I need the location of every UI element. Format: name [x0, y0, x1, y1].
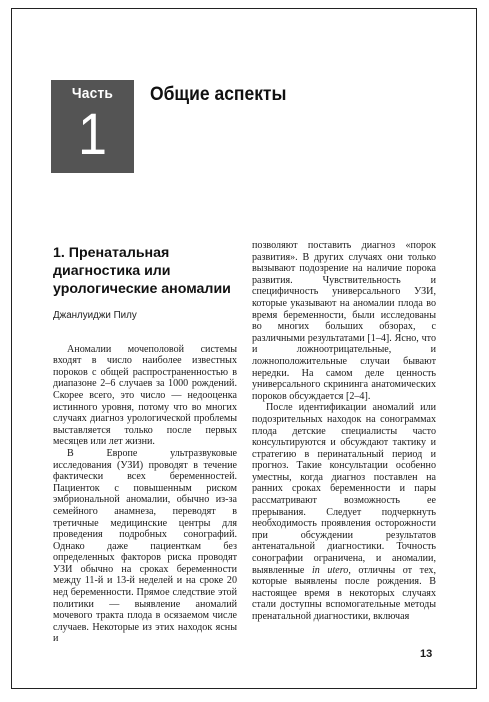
paragraph-text: После идентификации аномалий или подозрительных находок на сонограммах плода детские специалисты часто консультируются и обсуждают тактику и стратегию в перинатальный период и прогноз. Такие консультации особенно уместны, когда диагноз поставлен на ранних сроках беременности и пары рассматривают возможность ее прерывания. Следует подчеркнуть необходимость проявления осторожности при обсуждении результатов антенатальной диагностики. Точность сонографии ограничена, и аномалии, выявленные: [252, 402, 436, 576]
page-number: 13: [420, 648, 433, 660]
part-badge: [51, 80, 134, 173]
chapter-author: Джанлуиджи Пилу: [53, 310, 137, 321]
paragraph: Аномалии мочеполовой системы входят в число наиболее известных пороков с общей распространенностью в диапазоне 2–6 случаев за 1000 рождений. Скорее всего, это число — недооценка истинного уровня, потому что во многих случаях диагноз урологической проблемы выставляется только после первых месяцев или лет жизни.: [53, 343, 237, 448]
paragraph: [252, 402, 436, 622]
part-title: Общие аспекты: [150, 84, 287, 105]
left-column: [53, 244, 237, 645]
part-label: Часть: [71, 85, 114, 102]
italic-term: in utero: [311, 564, 349, 576]
paragraph: позволяют поставить диагноз «порок развития». В других случаях они только вызывают подозрение на наличие порока развития. Чувствительность и специфичность универсального УЗИ, которые указывают на аномалии плода во время беременности, были исследованы во многих больших обзорах, с различными результатами [1–4]. Ясно, что и ложноотрицательные, и ложноположительные случаи бывают нередки. На самом деле ценность универсального скрининга анатомических пороков обсуждается [2–4].: [252, 240, 436, 402]
paragraph: В Европе ультразвуковые исследования (УЗИ) проводят в течение фактически всех беременностей. Пациенток с повышенным риском эмбриональной аномалии, обычно из-за семейного анамнеза, переводят в третичные медицинские центры для проведения подробных сонографий. Однако даже пациенткам без определенных факторов риска проводят УЗИ обычно на сроках беременности между 11-й и 13-й неделей и на сроке 20 нед беременности. Прямое следствие этой политики — выявление аномалий мочевого тракта плода в осязаемом числе случаев. Некоторые из этих находок ясны и: [53, 447, 237, 645]
paragraph-text: , отличны от тех, которые выявлены после рождения. В настоящее время в некоторых случаях стали доступны вспомогательные методы пренатальной диагностики, включая: [252, 564, 436, 622]
chapter-title: 1. Пренатальная диагностика или урологические аномалии: [53, 245, 231, 297]
part-number: 1: [77, 102, 108, 167]
right-column: [252, 240, 436, 623]
